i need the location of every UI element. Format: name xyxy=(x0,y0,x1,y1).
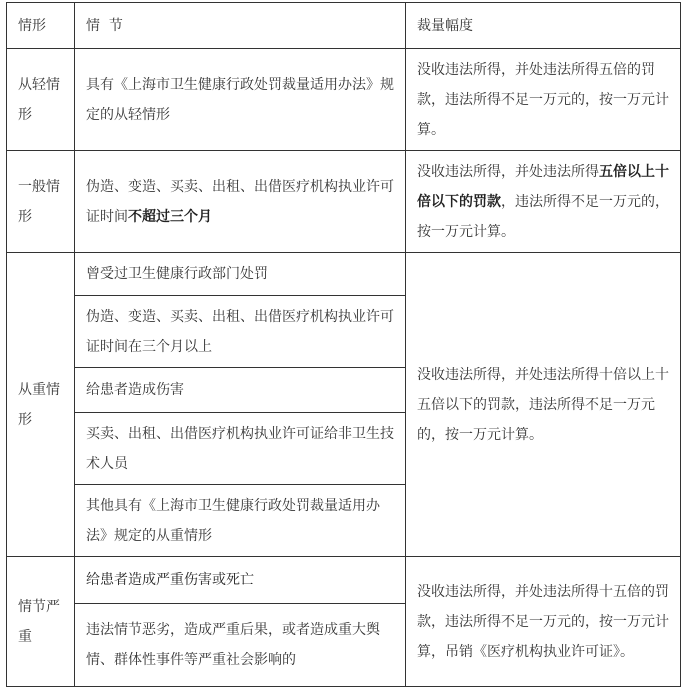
circumstance-general-emphasis: 不超过三个月 xyxy=(128,208,212,225)
range-light: 没收违法所得，并处违法所得五倍的罚款，违法所得不足一万元的，按一万元计算。 xyxy=(406,49,681,151)
range-general xyxy=(406,151,681,253)
range-general-text: 没收违法所得，并处违法所得 xyxy=(417,163,599,180)
category-heavy: 从重情形 xyxy=(7,253,75,557)
circumstance-heavy-1: 曾受过卫生健康行政部门处罚 xyxy=(75,253,406,296)
range-severe: 没收违法所得，并处违法所得十五倍的罚款，违法所得不足一万元的，按一万元计算，吊销《医疗机构执业许可证》。 xyxy=(406,557,681,687)
category-light: 从轻情形 xyxy=(7,49,75,151)
row-light xyxy=(7,49,681,151)
circumstance-general-text: 伪造、变造、买卖、出租、出借医疗机构执业许可证时间 xyxy=(86,178,394,225)
header-category: 情形 xyxy=(7,3,75,49)
header-circumstance: 情 节 xyxy=(75,3,406,49)
penalty-table xyxy=(6,2,681,687)
circumstance-heavy-4: 买卖、出租、出借医疗机构执业许可证给非卫生技术人员 xyxy=(75,413,406,485)
circumstance-severe-1: 给患者造成严重伤害或死亡 xyxy=(75,557,406,604)
circumstance-heavy-5: 其他具有《上海市卫生健康行政处罚裁量适用办法》规定的从重情形 xyxy=(75,485,406,557)
circumstance-heavy-2: 伪造、变造、买卖、出租、出借医疗机构执业许可证时间在三个月以上 xyxy=(75,296,406,368)
circumstance-heavy-3: 给患者造成伤害 xyxy=(75,368,406,413)
circumstance-general xyxy=(75,151,406,253)
category-severe: 情节严重 xyxy=(7,557,75,687)
circumstance-severe-2: 违法情节恶劣，造成严重后果，或者造成重大舆情、群体性事件等严重社会影响的 xyxy=(75,604,406,687)
row-severe-1 xyxy=(7,557,681,604)
circumstance-light: 具有《上海市卫生健康行政处罚裁量适用办法》规定的从轻情形 xyxy=(75,49,406,151)
row-heavy-1 xyxy=(7,253,681,296)
category-general: 一般情形 xyxy=(7,151,75,253)
header-row xyxy=(7,3,681,49)
range-heavy: 没收违法所得，并处违法所得十倍以上十五倍以下的罚款，违法所得不足一万元的，按一万元计算。 xyxy=(406,253,681,557)
row-general xyxy=(7,151,681,253)
range-general-emphasis: 五倍以上十倍以下的罚款 xyxy=(417,163,669,210)
range-general-text-end: ，违法所得不足一万元的，按一万元计算。 xyxy=(417,193,669,240)
header-range: 裁量幅度 xyxy=(406,3,681,49)
